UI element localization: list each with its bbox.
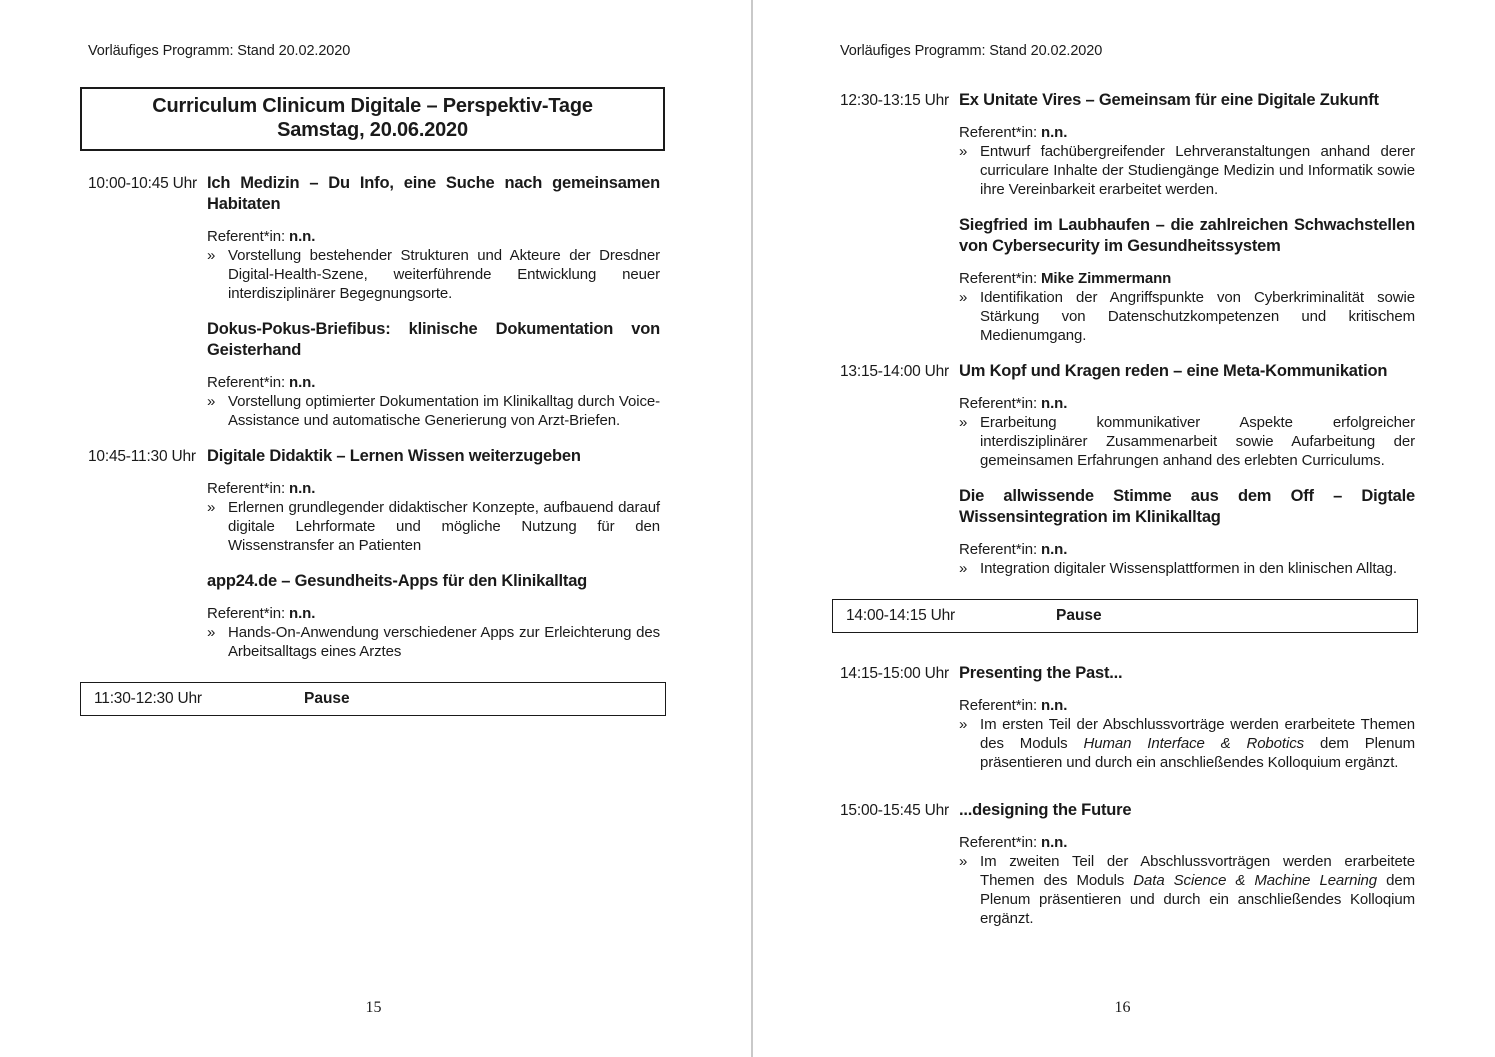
talk	[959, 90, 1415, 199]
document-status-line: Vorläufiges Programm: Stand 20.02.2020	[88, 43, 351, 59]
talk-title: Siegfried im Laubhaufen – die zahlreichen Schwachstellen von Cybersecurity im Gesundheitssystem	[959, 216, 1415, 255]
referent-label: Referent*in:	[959, 541, 1038, 558]
session-1000	[88, 173, 660, 430]
session-talks	[959, 663, 1415, 772]
page-16	[750, 0, 1495, 1057]
session-talks	[207, 446, 660, 661]
bullet-text: Erarbeitung kommunikativer Aspekte erfolgreicher interdisziplinärer Zusammenarbeit sowie Aufarbeitung der gemeinsamen Erfahrungen anhand des erlebten Curriculums.	[980, 414, 1415, 469]
bullet-item	[207, 498, 660, 555]
referent-label: Referent*in:	[959, 270, 1038, 287]
referent-name: n.n.	[1041, 834, 1068, 851]
talk-title: Die allwissende Stimme aus dem Off – Digtale Wissensintegration im Klinikalltag	[959, 487, 1415, 526]
page-number: 16	[1114, 999, 1131, 1016]
talk	[959, 361, 1415, 470]
talk-title: Ich Medizin – Du Info, eine Suche nach gemeinsamen Habitaten	[207, 174, 660, 213]
bullet-item	[207, 623, 660, 661]
bullet-text-pre: Im zweiten Teil der Abschlussvorträgen werden erarbeitete Themen des Moduls	[980, 853, 1415, 889]
bullet-text: Vorstellung bestehender Strukturen und Akteure der Dresdner Digital-Health-Szene, weiterführende Entwicklung neuer interdisziplinärer Begegnungsorte.	[228, 247, 660, 302]
bullet-glyph: »	[959, 716, 968, 733]
session-1500	[840, 800, 1415, 928]
session-talks	[959, 800, 1415, 928]
bullet-glyph: »	[959, 289, 968, 306]
bullet-item	[207, 392, 660, 430]
session-1230	[840, 90, 1415, 345]
session-time: 10:45-11:30 Uhr	[88, 448, 196, 465]
referent-label: Referent*in:	[207, 480, 286, 497]
session-talks	[959, 90, 1415, 345]
referent-name: n.n.	[289, 228, 316, 245]
bullet-text-italic: Human Interface & Robotics	[1083, 735, 1305, 752]
session-talks	[207, 173, 660, 430]
bullet-item	[959, 715, 1415, 772]
bullet-item	[207, 246, 660, 303]
referent-label: Referent*in:	[207, 605, 286, 622]
referent-line	[959, 269, 1415, 288]
bullet-glyph: »	[959, 560, 968, 577]
talk-title: Digitale Didaktik – Lernen Wissen weiterzugeben	[207, 447, 581, 465]
bullet-text: Entwurf fachübergreifender Lehrveranstaltungen anhand derer curriculare Inhalte der Studiengänge Medizin und Informatik sowie ihre Vereinbarkeit erarbeitet werden.	[980, 143, 1415, 198]
bullet-glyph: »	[959, 853, 968, 870]
program-title-line1: Curriculum Clinicum Digitale – Perspektiv-Tage	[152, 95, 593, 117]
referent-label: Referent*in:	[959, 697, 1038, 714]
referent-label: Referent*in:	[207, 374, 286, 391]
page-15-content	[0, 0, 660, 716]
referent-line	[207, 479, 660, 498]
referent-name: n.n.	[289, 605, 316, 622]
referent-label: Referent*in:	[959, 124, 1038, 141]
bullet-text-italic: Data Science & Machine Learning	[1133, 872, 1378, 889]
talk	[959, 800, 1415, 928]
referent-line	[959, 833, 1415, 852]
referent-line	[207, 227, 660, 246]
talk-title: app24.de – Gesundheits-Apps für den Klinikalltag	[207, 572, 588, 590]
page-number: 15	[365, 999, 382, 1016]
bullet-glyph: »	[207, 247, 216, 264]
session-talks	[959, 361, 1415, 578]
bullet-item	[959, 142, 1415, 199]
bullet-text: Erlernen grundlegender didaktischer Konzepte, aufbauend darauf digitale Lehrformate und mögliche Nutzung für den Wissenstransfer an Patienten	[228, 499, 660, 554]
talk	[207, 571, 660, 661]
talk	[959, 663, 1415, 772]
referent-name: n.n.	[1041, 124, 1068, 141]
referent-line	[959, 394, 1415, 413]
bullet-text: Integration digitaler Wissensplattformen in den klinischen Alltag.	[980, 560, 1397, 577]
referent-name: n.n.	[1041, 395, 1068, 412]
pause-time: 11:30-12:30 Uhr	[94, 690, 202, 707]
referent-name: Mike Zimmermann	[1041, 270, 1172, 287]
talk-title: Presenting the Past...	[959, 664, 1123, 682]
talk	[959, 486, 1415, 578]
bullet-text: Hands-On-Anwendung verschiedener Apps zur Erleichterung des Arbeitsalltags eines Arztes	[228, 624, 660, 660]
bullet-text	[980, 852, 1415, 928]
bullet-text-post: dem Plenum präsentieren und durch ein anschließendes Kolloquium ergänzt.	[980, 735, 1416, 771]
page-15	[0, 0, 747, 1057]
bullet-text	[980, 715, 1415, 772]
referent-line	[959, 123, 1415, 142]
talk-title: ...designing the Future	[959, 801, 1132, 819]
referent-name: n.n.	[1041, 541, 1068, 558]
referent-name: n.n.	[289, 480, 316, 497]
pause-time: 14:00-14:15 Uhr	[846, 607, 956, 624]
pause-box	[80, 682, 666, 716]
talk-title: Dokus-Pokus-Briefibus: klinische Dokumentation von Geisterhand	[207, 320, 660, 359]
pause-label: Pause	[1056, 607, 1102, 624]
bullet-glyph: »	[207, 393, 216, 410]
referent-line	[207, 604, 660, 623]
session-1045	[88, 446, 660, 661]
pause-label: Pause	[304, 690, 350, 707]
bullet-text-post: dem Plenum präsentieren und durch ein anschließendes Kolloqium ergänzt.	[980, 872, 1415, 927]
session-time: 14:15-15:00 Uhr	[840, 665, 950, 682]
bullet-text-pre: Im ersten Teil der Abschlussvorträge werden erarbeitete Themen des Moduls	[980, 716, 1415, 752]
bullet-text: Vorstellung optimierter Dokumentation im Klinikalltag durch Voice-Assistance und automatische Generierung von Arzt-Briefen.	[228, 393, 660, 429]
referent-line	[959, 696, 1415, 715]
bullet-glyph: »	[959, 143, 968, 160]
referent-label: Referent*in:	[959, 834, 1038, 851]
program-title-box	[80, 87, 665, 151]
referent-line	[207, 373, 660, 392]
talk-title: Ex Unitate Vires – Gemeinsam für eine Digitale Zukunft	[959, 91, 1379, 109]
session-time: 15:00-15:45 Uhr	[840, 802, 950, 819]
bullet-glyph: »	[207, 624, 216, 641]
session-time: 10:00-10:45 Uhr	[88, 175, 198, 192]
referent-name: n.n.	[289, 374, 316, 391]
referent-line	[959, 540, 1415, 559]
referent-label: Referent*in:	[959, 395, 1038, 412]
talk	[207, 173, 660, 303]
talk-title: Um Kopf und Kragen reden – eine Meta-Kommunikation	[959, 362, 1388, 380]
bullet-item	[959, 413, 1415, 470]
program-title-line2: Samstag, 20.06.2020	[277, 119, 468, 141]
talk	[207, 319, 660, 430]
bullet-glyph: »	[207, 499, 216, 516]
bullet-item	[959, 288, 1415, 345]
referent-name: n.n.	[1041, 697, 1068, 714]
session-1315	[840, 361, 1415, 578]
talk	[207, 446, 660, 555]
pause-box	[832, 599, 1418, 633]
bullet-item	[959, 559, 1415, 578]
session-time: 12:30-13:15 Uhr	[840, 92, 950, 109]
bullet-glyph: »	[959, 414, 968, 431]
bullet-item	[959, 852, 1415, 928]
session-time: 13:15-14:00 Uhr	[840, 363, 950, 380]
page-16-content	[750, 0, 1415, 928]
document-status-line: Vorläufiges Programm: Stand 20.02.2020	[840, 43, 1103, 59]
session-1415	[840, 663, 1415, 772]
talk	[959, 215, 1415, 345]
referent-label: Referent*in:	[207, 228, 286, 245]
bullet-text: Identifikation der Angriffspunkte von Cyberkriminalität sowie Stärkung von Datenschutzkompetenzen und kritischem Medienumgang.	[980, 289, 1415, 344]
